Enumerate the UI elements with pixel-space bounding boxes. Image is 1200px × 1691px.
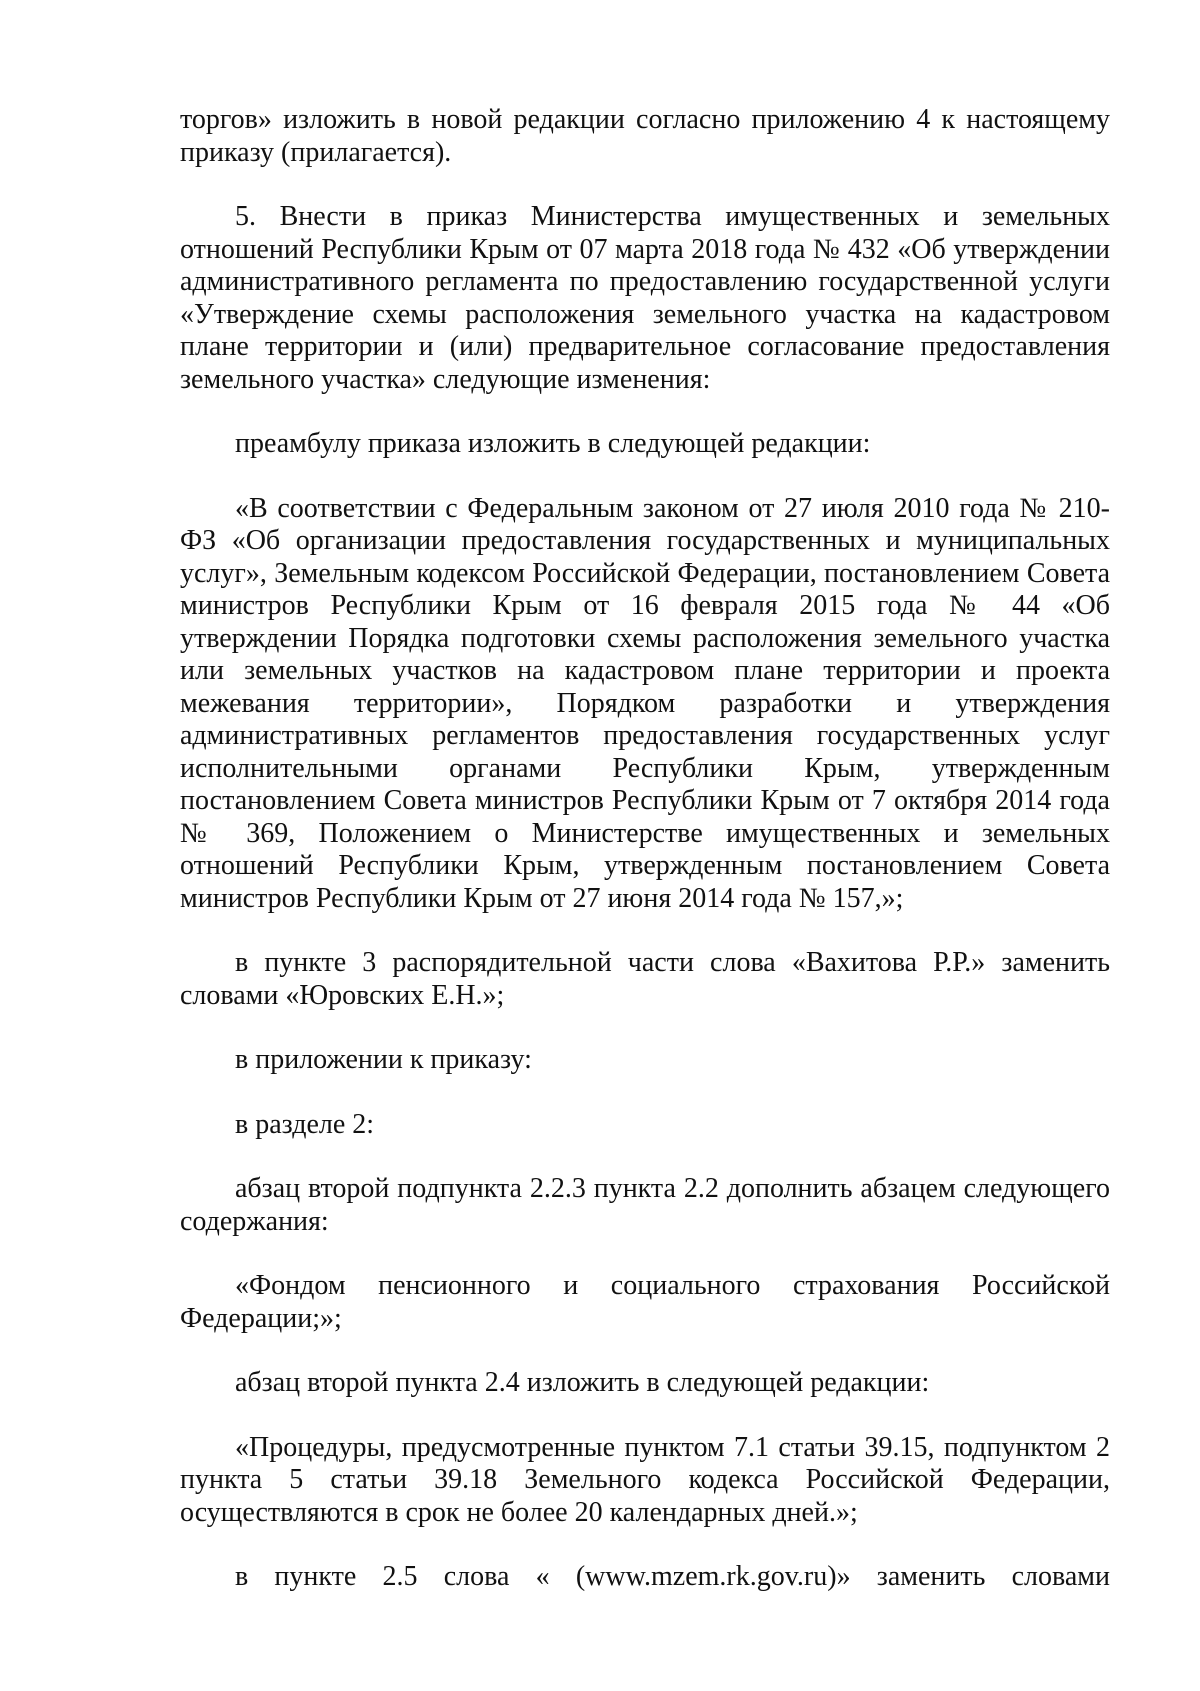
paragraph-6: в приложении к приказу: (235, 1044, 532, 1075)
document-body (180, 104, 1110, 1594)
paragraph-9: «Фондом пенсионного и социального страхования Российской Федерации;»; (180, 1270, 1110, 1334)
paragraph-3: преамбулу приказа изложить в следующей редакции: (235, 428, 871, 459)
paragraph-8: абзац второй подпункта 2.2.3 пункта 2.2 дополнить абзацем следующего содержания: (180, 1173, 1110, 1237)
paragraph-5: в пункте 3 распорядительной части слова «Вахитова Р.Р.» заменить словами «Юровских Е.Н.»; (180, 947, 1110, 1011)
paragraph-10: абзац второй пункта 2.4 изложить в следующей редакции: (235, 1367, 930, 1398)
paragraph-7: в разделе 2: (235, 1108, 375, 1140)
paragraph-11: «Процедуры, предусмотренные пунктом 7.1 статьи 39.15, подпунктом 2 пункта 5 статьи 39.18 Земельного кодекса Российской Федерации, осуществляются в срок не более 20 календарных дней.»; (180, 1431, 1110, 1528)
paragraph-4: «В соответствии с Федеральным законом от 27 июля 2010 года № 210-ФЗ «Об организации предоставления государственных и муниципальных услуг», Земельным кодексом Российской Федерации, постановлением Совета министров Республики Крым от 16 февраля 2015 года № 44 «Об утверждении Порядка подготовки схемы расположения земельного участка или земельных участков на кадастровом плане территории и проекта межевания территории», Порядком разработки и утверждения административных регламентов предоставления государственных услуг исполнительными органами Республики Крым, утвержденным постановлением Совета министров Республики Крым от 7 октября 2014 года № 369, Положением о Министерстве имущественных и земельных отношений Республики Крым, утвержденным постановлением Совета министров Республики Крым от 27 июня 2014 года № 157,»; (180, 492, 1110, 914)
paragraph-2: 5. Внести в приказ Министерства имущественных и земельных отношений Республики Крым от 07 марта 2018 года № 432 «Об утверждении административного регламента по предоставлению государственной услуги «Утверждение схемы расположения земельного участка на кадастровом плане территории и (или) предварительное согласование предоставления земельного участка» следующие изменения: (180, 201, 1110, 395)
paragraph-1: торгов» изложить в новой редакции согласно приложению 4 к настоящему приказу (прилагается). (180, 104, 1110, 168)
paragraph-12: в пункте 2.5 слова « (www.mzem.rk.gov.ru)» заменить словами (235, 1561, 1110, 1592)
